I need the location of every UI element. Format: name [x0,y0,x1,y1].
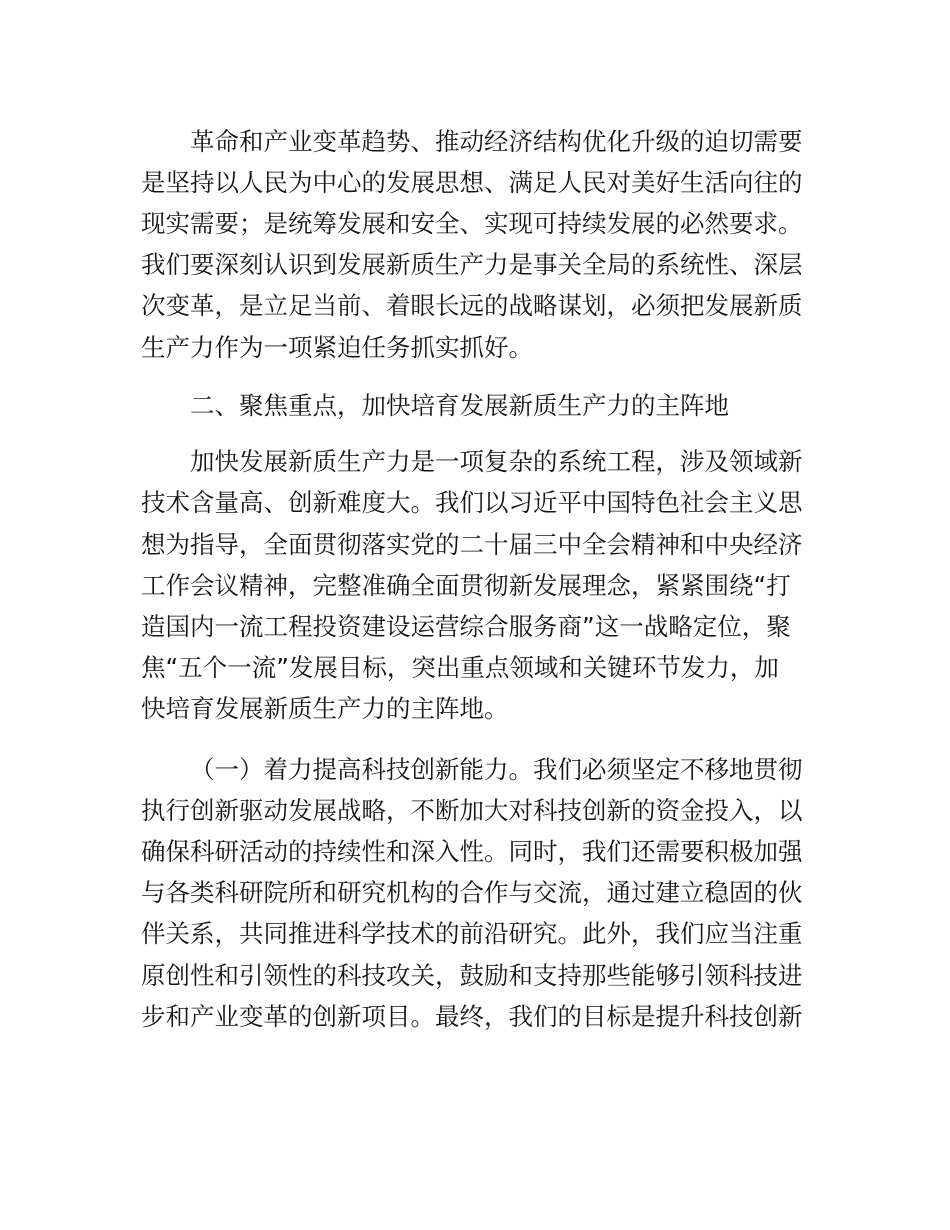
paragraph-line [0,330,950,366]
paragraph-line [0,206,950,242]
line-text: 造国内一流工程投资建设运营综合服务商”这一战略定位，聚 [141,612,791,641]
line-text: 与各类科研院所和研究机构的合作与交流，通过建立稳固的伙 [141,878,803,907]
line-text: 革命和产业变革趋势、推动经济结构优化升级的迫切需要 [190,127,803,156]
line-text: （一）着力提高科技创新能力。我们必须坚定不移地贯彻 [190,755,803,784]
paragraph-line [0,247,950,283]
line-text: 步和产业变革的创新项目。最终，我们的目标是提升科技创新 [141,1002,803,1031]
paragraph-line [0,793,950,829]
line-text: 工作会议精神，完整准确全面贯彻新发展理念，紧紧围绕“打 [141,571,791,600]
line-text: 生产力作为一项紧迫任务抓实抓好。 [141,333,533,362]
section-heading [0,388,950,424]
line-text: 确保科研活动的持续性和深入性。同时，我们还需要积极加强 [141,837,803,866]
line-text: 焦“五个一流”发展目标，突出重点领域和关键环节发力，加 [141,653,779,682]
line-text: 是坚持以人民为中心的发展思想、满足人民对美好生活向往的 [141,168,803,197]
paragraph-line [0,834,950,870]
paragraph-line [0,609,950,645]
paragraph-line [0,527,950,563]
line-text: 加快发展新质生产力是一项复杂的系统工程，涉及领域新 [190,447,803,476]
line-text: 执行创新驱动发展战略，不断加大对科技创新的资金投入，以 [141,796,803,825]
paragraph-line [0,752,950,788]
paragraph-line [0,124,950,160]
line-text: 想为指导，全面贯彻落实党的二十届三中全会精神和中央经济 [141,530,803,559]
paragraph-line [0,485,950,521]
paragraph-line [0,650,950,686]
line-text: 次变革，是立足当前、着眼长远的战略谋划，必须把发展新质 [141,291,803,320]
paragraph-line [0,916,950,952]
line-text: 我们要深刻认识到发展新质生产力是事关全局的系统性、深层 [141,250,803,279]
paragraph-line [0,958,950,994]
paragraph-line [0,875,950,911]
paragraph-line [0,999,950,1035]
paragraph-line [0,691,950,727]
paragraph-line [0,165,950,201]
paragraph-line [0,444,950,480]
line-text: 现实需要；是统筹发展和安全、实现可持续发展的必然要求。 [141,209,803,238]
paragraph-line [0,568,950,604]
line-text: 伴关系，共同推进科学技术的前沿研究。此外，我们应当注重 [141,919,803,948]
paragraph-line [0,288,950,324]
line-text: 原创性和引领性的科技攻关，鼓励和支持那些能够引领科技进 [141,961,803,990]
line-text: 技术含量高、创新难度大。我们以习近平中国特色社会主义思 [141,488,803,517]
section-heading-text: 二、聚焦重点，加快培育发展新质生产力的主阵地 [190,391,729,420]
line-text: 快培育发展新质生产力的主阵地。 [141,694,509,723]
